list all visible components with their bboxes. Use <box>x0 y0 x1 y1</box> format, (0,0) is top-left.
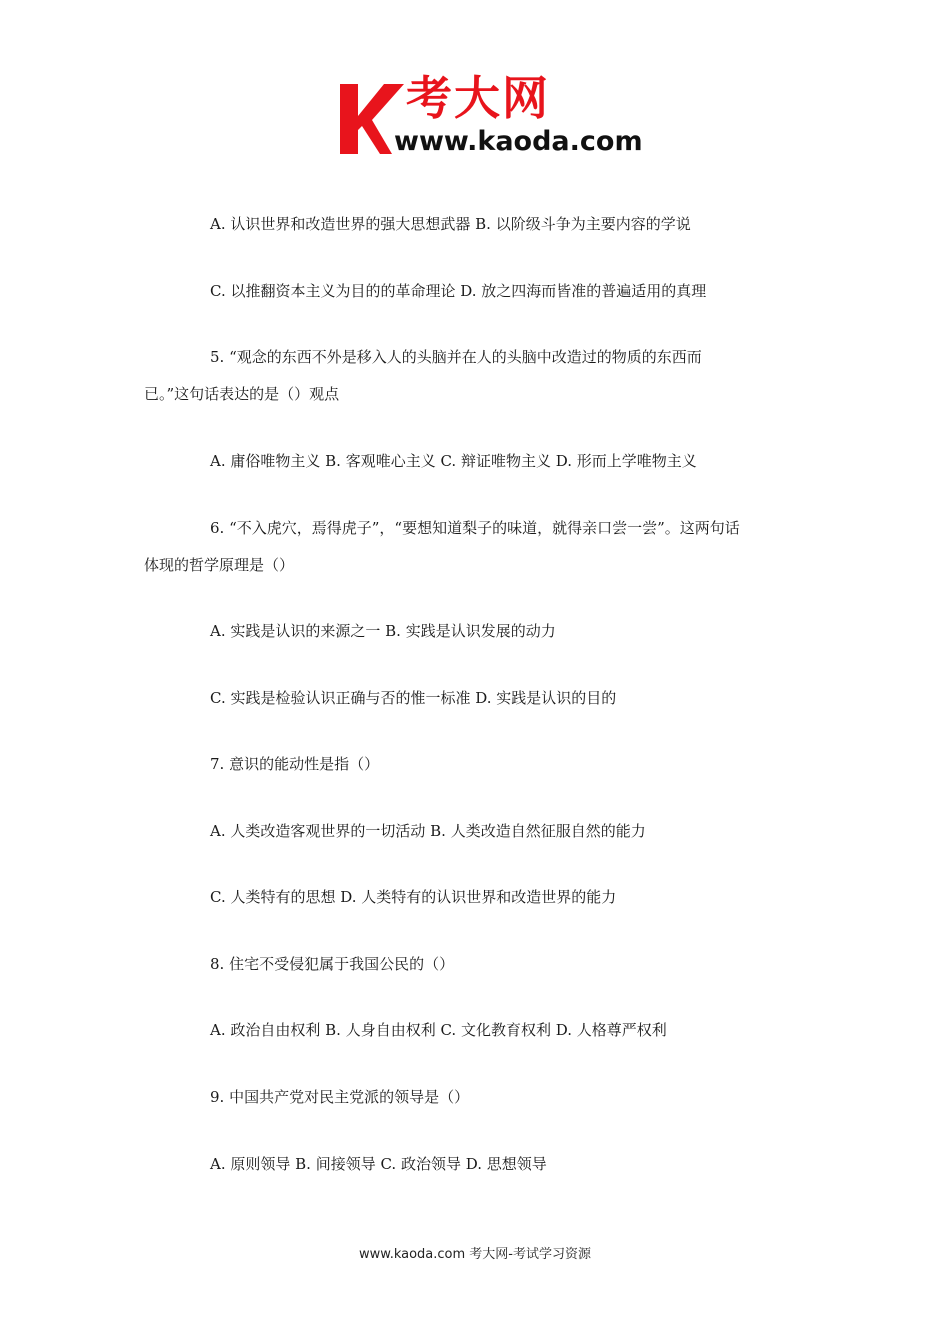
question-9: 9. 中国共产党对民主党派的领导是（） <box>210 1088 470 1106</box>
option-line: C. 实践是检验认识正确与否的惟一标准 D. 实践是认识的目的 <box>210 689 617 707</box>
question-5: 5. “观念的东西不外是移入人的头脑并在人的头脑中改造过的物质的东西而 <box>210 348 702 366</box>
option-line: A. 人类改造客观世界的一切活动 B. 人类改造自然征服自然的能力 <box>210 822 646 840</box>
option-line: C. 以推翻资本主义为目的的革命理论 D. 放之四海而皆准的普遍适用的真理 <box>210 282 707 300</box>
page-footer: www.kaoda.com 考大网-考试学习资源 <box>359 1247 591 1262</box>
question-7: 7. 意识的能动性是指（） <box>210 755 380 773</box>
question-6: 6. “不入虎穴，焉得虎子”，“要想知道梨子的味道，就得亲口尝一尝”。这两句话 <box>210 519 740 537</box>
site-logo <box>336 72 656 162</box>
option-line: A. 政治自由权利 B. 人身自由权利 C. 文化教育权利 D. 人格尊严权利 <box>210 1021 667 1039</box>
option-line: A. 原则领导 B. 间接领导 C. 政治领导 D. 思想领导 <box>210 1155 547 1173</box>
question-8: 8. 住宅不受侵犯属于我国公民的（） <box>210 955 455 973</box>
option-line: A. 认识世界和改造世界的强大思想武器 B. 以阶级斗争为主要内容的学说 <box>210 215 691 233</box>
logo-url-text: www.kaoda.com <box>394 126 643 157</box>
logo-chinese-text: 考大网 <box>406 71 550 125</box>
option-line: A. 实践是认识的来源之一 B. 实践是认识发展的动力 <box>210 622 556 640</box>
question-5-continued: 已。”这句话表达的是（）观点 <box>144 385 340 403</box>
question-6-continued: 体现的哲学原理是（） <box>144 556 295 574</box>
option-line: C. 人类特有的思想 D. 人类特有的认识世界和改造世界的能力 <box>210 888 617 906</box>
option-line: A. 庸俗唯物主义 B. 客观唯心主义 C. 辩证唯物主义 D. 形而上学唯物主义 <box>210 452 697 470</box>
